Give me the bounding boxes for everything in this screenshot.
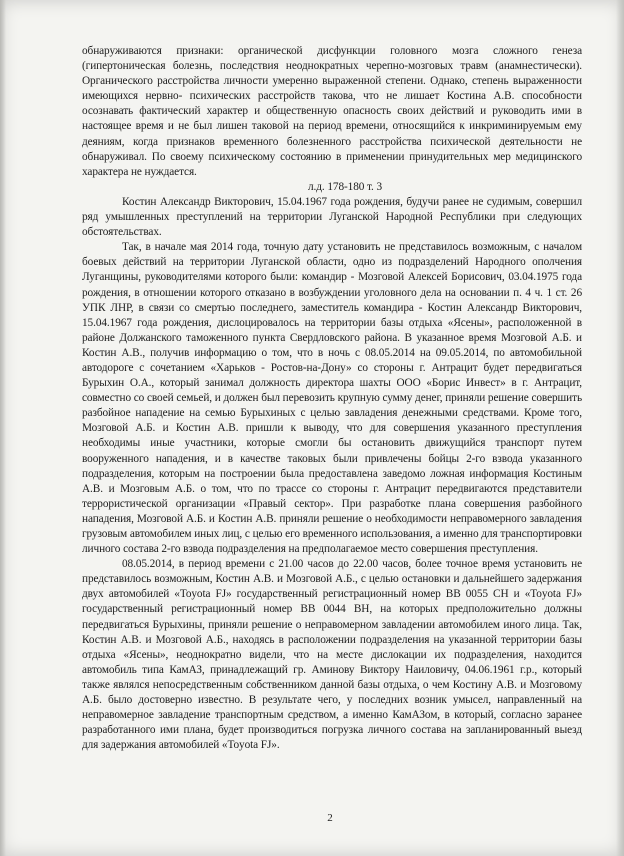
paragraph-expert-conclusion: обнаруживаются признаки: органической дисфункции головного мозга сложного генеза (гипертоническая болезнь, последствия неоднократных черепно-мозговых травм (анамнестически). Органического расстройства личности умеренно выраженной степени. Однако, степень выраженности имеющихся нервно- психических расстройств такова, что не лишает Костина А.В. способности осознавать фактический характер и общественную опасность своих действий и руководить ими в настоящее время и не был лишен таковой на период времени, относящийся к инкриминируемым ему деяниям, когда признаков временного болезненного расстройства психической деятельности не обнаруживал. По своему психическому состоянию в применении принудительных мер медицинского характера не нуждается. [82, 45, 582, 178]
paragraph-may-2014-events: Так, в начале мая 2014 года, точную дату установить не представилось возможным, с началом боевых действий на территории Луганской области, одно из подразделений Народного ополчения Луганщины, руководителями которого были: командир - Мозговой Алексей Борисович, 03.04.1975 года рождения, в отношении которого отказано в возбуждении уголовного дела на основании п. 4 ч. 1 ст. 26 УПК ЛНР, в связи со смертью последнего, заместитель командира - Костин Александр Викторович, 15.04.1967 года рождения, дислоцировалось на территории базы отдыха «Ясены», расположенной в районе Должанского таможенного пункта Свердловского района. В указанное время Мозговой А.Б. и Костин А.В., получив информацию о том, что в ночь с 08.05.2014 на 09.05.2014, по автомобильной автодороге с сочетанием «Харьков - Ростов-на-Дону» со стороны г. Антрацит будет передвигаться Бурыхин О.А., который занимал должность директора шахты ООО «Борис Инвест» в г. Антрацит, совместно со своей семьей, и должен был перевозить крупную сумму денег, приняли решение совершить разбойное нападение на семью Бурыхиных с целью завладения денежными средствами. Кроме того, Мозговой А.Б. и Костин А.В. пришли к выводу, что для совершения указанного преступления необходимы иные участники, которые смогли бы остановить движущийся транспорт путем вооруженного нападения, и в качестве таковых были привлечены бойцы 2-го взвода указанного подразделения, которым на построении была предоставлена заведомо ложная информация Костиным А.В. и Мозговым А.Б. о том, что по трассе со стороны г. Антрацит передвигаются представители террористической организации «Правый сектор». При разработке плана совершения разбойного нападения, Мозговой А.Б. и Костин А.В. приняли решение о необходимости неправомерного завладения грузовым автомобилем иных лиц, с целью его временного использования, а именно для транспортировки личного состава 2-го взвода подразделения на предполагаемое место совершения преступления. [82, 241, 582, 556]
paragraph-08-05-2014-events: 08.05.2014, в период времени с 21.00 часов до 22.00 часов, более точное время установить не представилось возможным, Костин А.В. и Мозговой А.Б., с целью остановки и дальнейшего задержания двух автомобилей «Toyota FJ» государственный регистрационный номер ВВ 0055 СН и «Toyota FJ» государственный регистрационный номер ВВ 0044 ВН, на которых предположительно должны передвигаться Бурыхины, приняли решение о неправомерном завладении автомобилем иного лица. Так, Костин А.В. и Мозговой А.Б., находясь в расположении подразделения на указанной территории базы отдыха «Ясены», неоднократно видели, что на месте дислокации их подразделения, находится автомобиль типа КамАЗ, принадлежащий гр. Аминову Виктору Наиловичу, 04.06.1961 г.р., который также являлся непосредственным собственником данной базы отдыха, о чем Костину А.В. и Мозговому А.Б. было достоверно известно. В результате чего, у последних возник умысел, направленный на неправомерное завладение транспортным средством, а именно КамАЗом, в который, согласно заранее разработанного ими плана, будет производиться погрузка личного состава на запланированный выезд для задержания автомобилей «Toyota FJ». [82, 558, 582, 752]
paragraph-defendant-intro: Костин Александр Викторович, 15.04.1967 года рождения, будучи ранее не судимым, совершил ряд умышленных преступлений на территории Луганской Народной Республики при следующих обстоятельствах. [82, 195, 582, 239]
page-edge-shadow-left [0, 0, 6, 856]
case-file-reference: л.д. 178-180 т. 3 [307, 180, 383, 193]
page-edge-shadow-right [616, 0, 624, 856]
document-body [82, 44, 582, 753]
page-number: 2 [327, 812, 333, 824]
